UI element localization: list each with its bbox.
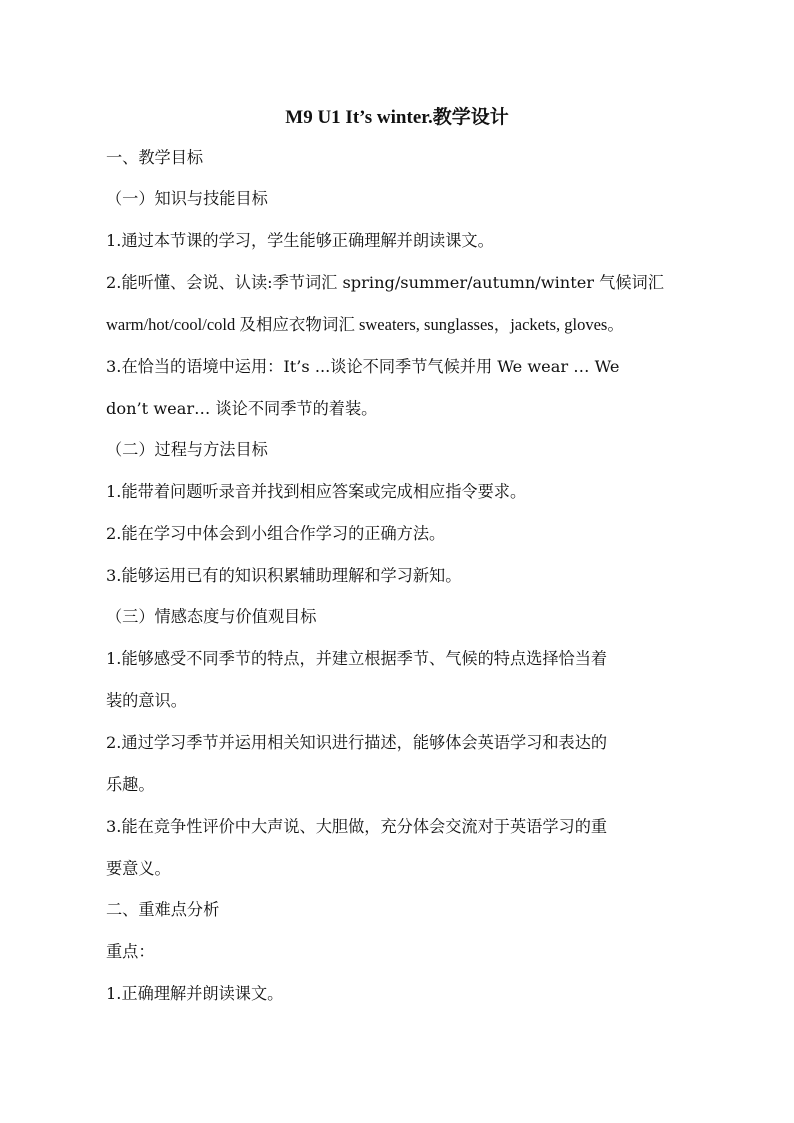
paragraph-line: warm/hot/cool/cold 及相应衣物词汇 sweaters, sunglasses，jackets, gloves。 bbox=[106, 315, 624, 334]
paragraph-line: 乐趣。 bbox=[106, 775, 155, 794]
paragraph-line: 1.正确理解并朗读课文。 bbox=[106, 984, 284, 1003]
paragraph-line: 3.能在竞争性评价中大声说、大胆做，充分体会交流对于英语学习的重 bbox=[106, 817, 608, 836]
subsection-heading-knowledge-skills: （一）知识与技能目标 bbox=[106, 189, 268, 208]
paragraph-line: 要意义。 bbox=[106, 859, 171, 878]
paragraph-line: 重点： bbox=[106, 942, 155, 961]
paragraph-line: 2.能听懂、会说、认读:季节词汇 spring/summer/autumn/winter 气候词汇 bbox=[106, 273, 664, 292]
paragraph-line: 1.能带着问题听录音并找到相应答案或完成相应指令要求。 bbox=[106, 482, 527, 501]
paragraph-line: 1.通过本节课的学习，学生能够正确理解并朗读课文。 bbox=[106, 231, 494, 250]
paragraph-line: 3.在恰当的语境中运用：It’s ...谈论不同季节气候并用 We wear … We bbox=[106, 357, 620, 376]
paragraph-line: 3.能够运用已有的知识积累辅助理解和学习新知。 bbox=[106, 566, 462, 585]
paragraph-line: 2.通过学习季节并运用相关知识进行描述，能够体会英语学习和表达的 bbox=[106, 733, 608, 752]
paragraph-line: 1.能够感受不同季节的特点，并建立根据季节、气候的特点选择恰当着 bbox=[106, 649, 608, 668]
paragraph-line: don’t wear… 谈论不同季节的着装。 bbox=[106, 399, 378, 418]
paragraph-line: 装的意识。 bbox=[106, 691, 187, 710]
document-title: M9 U1 It’s winter.教学设计 bbox=[285, 107, 509, 128]
section-heading-teaching-goals: 一、教学目标 bbox=[106, 148, 204, 167]
section-heading-key-points: 二、重难点分析 bbox=[106, 900, 220, 919]
paragraph-line: 2.能在学习中体会到小组合作学习的正确方法。 bbox=[106, 524, 446, 543]
subsection-heading-process-methods: （二）过程与方法目标 bbox=[106, 440, 268, 459]
subsection-heading-emotion-values: （三）情感态度与价值观目标 bbox=[106, 607, 317, 626]
